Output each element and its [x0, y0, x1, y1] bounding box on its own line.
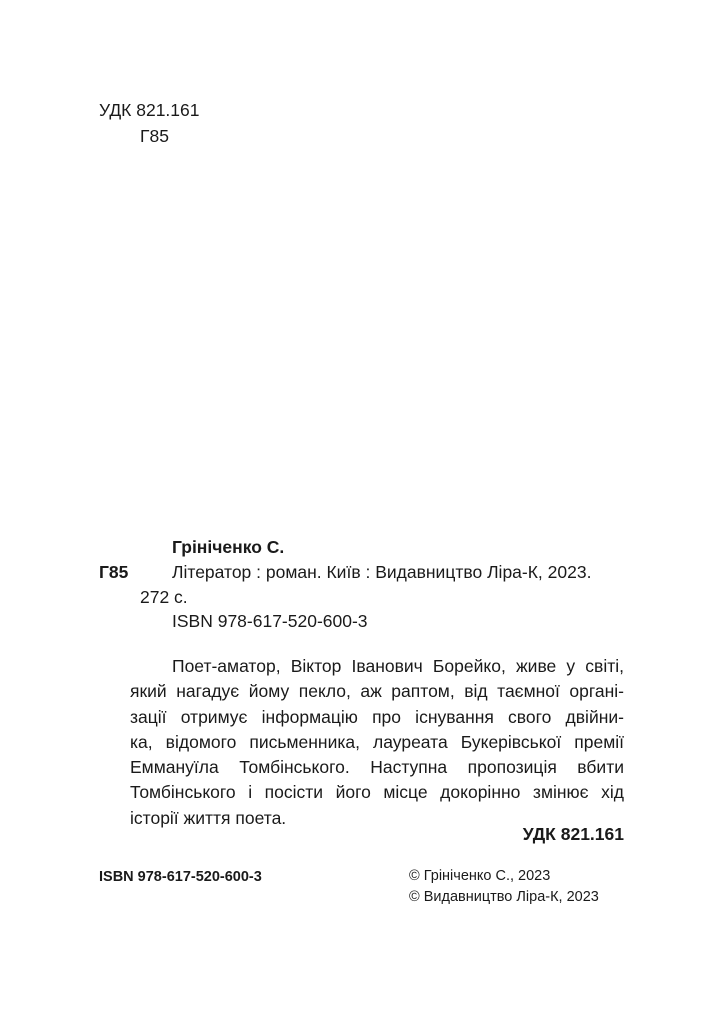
- copyright-publisher: © Видавництво Ліра-К, 2023: [409, 889, 599, 905]
- annotation-line: Томбінського і посісти його місце докорінно змінює хід: [130, 782, 624, 803]
- annotation-line: ка, відомого письменника, лауреата Букерівської премії: [130, 731, 624, 752]
- author-code: Г85: [140, 126, 169, 146]
- copyright-author: © Грініченко С., 2023: [409, 868, 551, 884]
- annotation-paragraph: [130, 654, 624, 831]
- isbn-footer: ISBN 978-617-520-600-3: [99, 869, 262, 885]
- annotation-line: Поет-аматор, Віктор Іванович Борейко, живе у світі,: [172, 656, 624, 676]
- udk-classification: УДК 821.161: [99, 100, 200, 120]
- author-code-side: Г85: [99, 562, 129, 582]
- udk-annotation: УДК 821.161: [522, 824, 624, 844]
- annotation-line: Еммануїла Томбінського. Наступна пропозиція вбити: [130, 757, 624, 778]
- annotation-line: зації отримує інформацію про існування свого двійни-: [130, 706, 624, 727]
- bibliographic-description: Літератор : роман. Київ : Видавництво Ліра-К, 2023.: [172, 562, 592, 582]
- page-count: 272 с.: [140, 587, 188, 607]
- annotation-line: історії життя поета.: [130, 807, 287, 828]
- author-name: Грініченко С.: [172, 537, 285, 557]
- annotation-line: який нагадує йому пекло, аж раптом, від таємної органі-: [130, 681, 624, 702]
- isbn-record: ISBN 978-617-520-600-3: [172, 611, 368, 631]
